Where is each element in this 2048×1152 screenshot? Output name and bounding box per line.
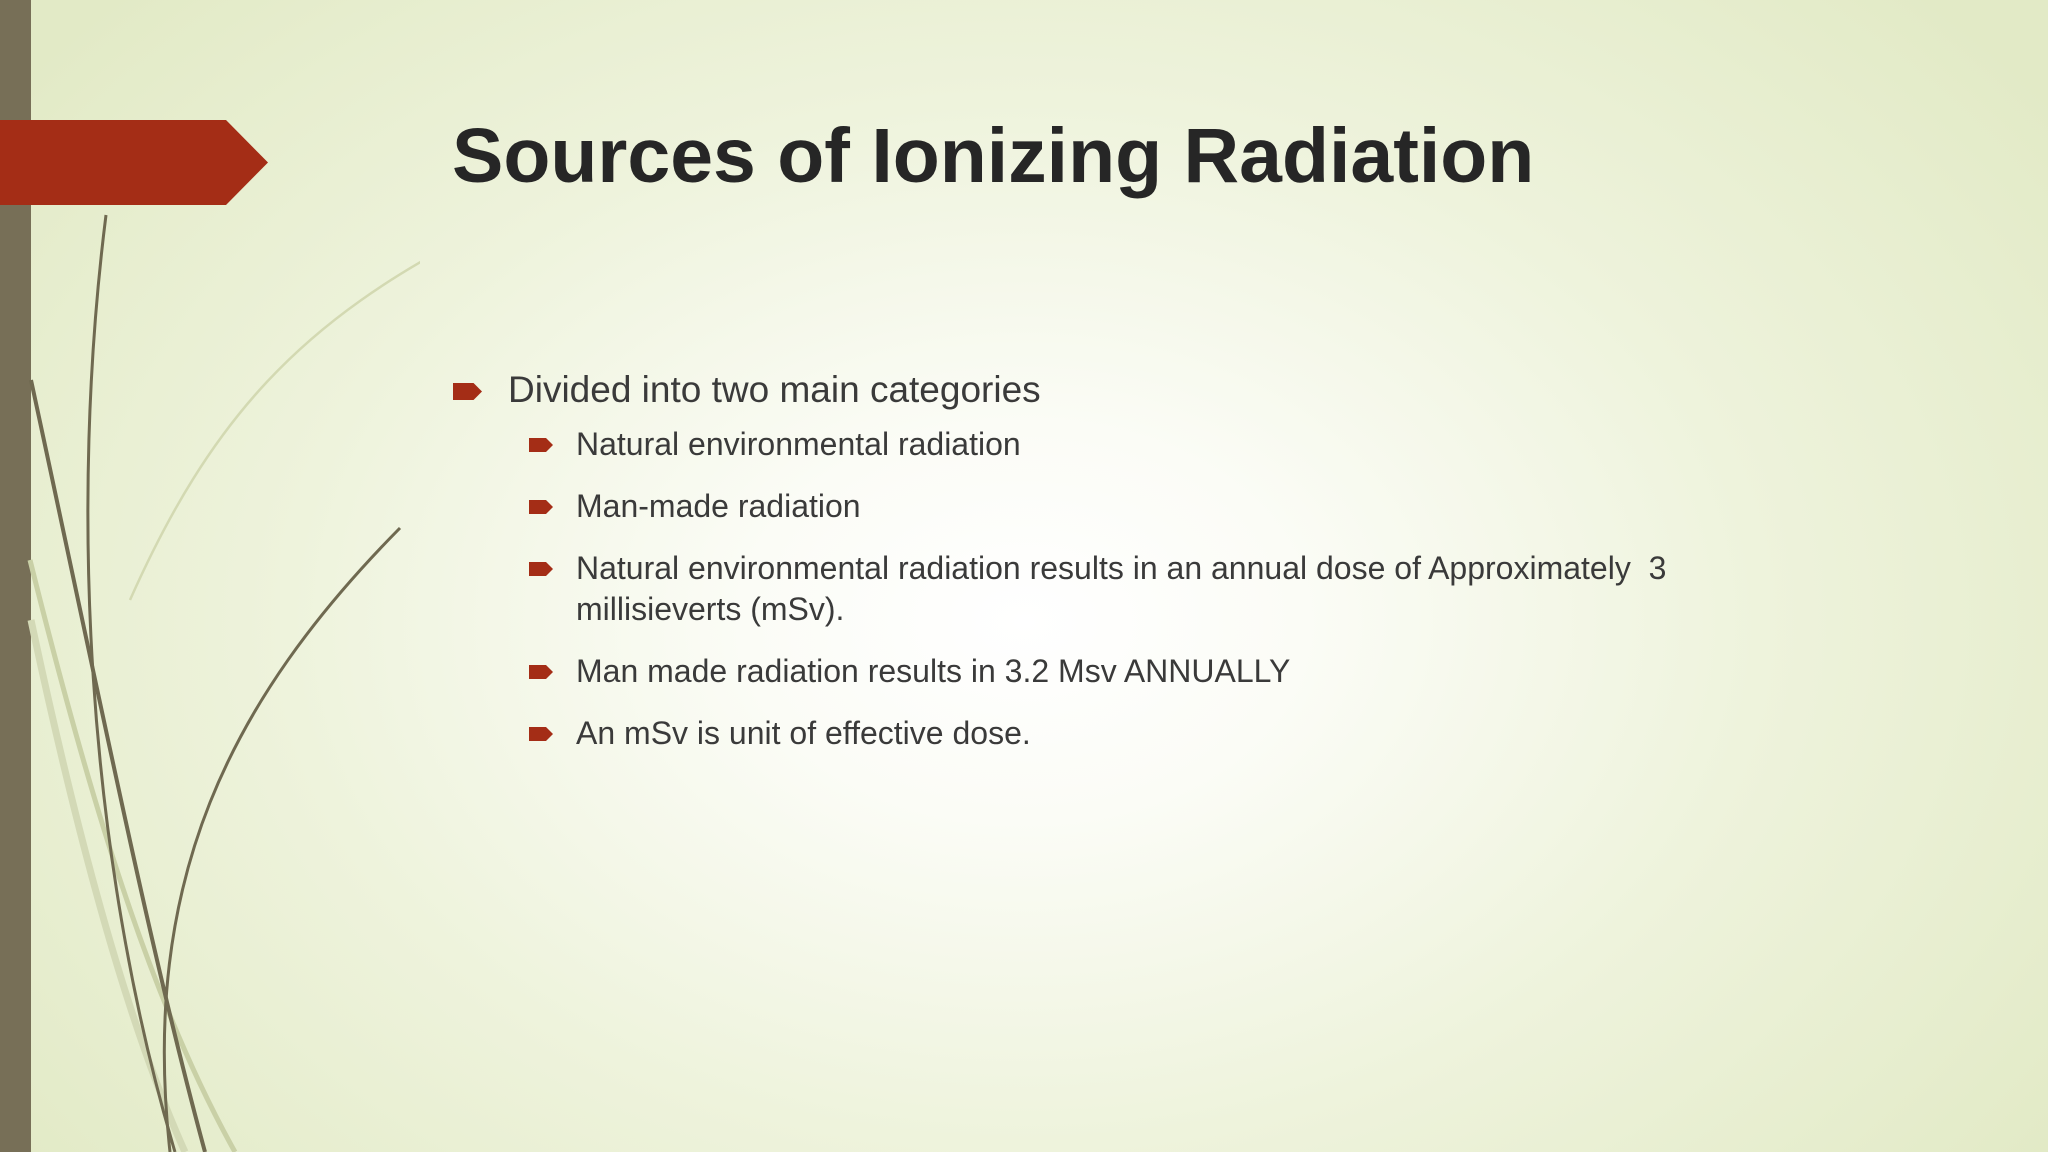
arrow-bullet-icon xyxy=(453,383,482,400)
slide-title: Sources of Ionizing Radiation xyxy=(452,113,1535,199)
arrow-banner-icon xyxy=(0,120,268,205)
sub-bullet-item xyxy=(452,651,1852,692)
sub-bullet-item xyxy=(452,424,1852,465)
arrow-bullet-icon xyxy=(529,438,553,452)
bullet-item xyxy=(452,366,1852,414)
arrow-bullet-icon xyxy=(529,665,553,679)
sub-bullet-item xyxy=(452,713,1852,754)
arrow-bullet-icon xyxy=(529,562,553,576)
sub-bullet-text: Man-made radiation xyxy=(576,488,861,524)
sub-bullet-text: An mSv is unit of effective dose. xyxy=(576,715,1031,751)
sub-bullet-item xyxy=(452,548,1756,630)
sub-bullet-text: Man made radiation results in 3.2 Msv ANNUALLY xyxy=(576,653,1291,689)
sub-bullet-text: Natural environmental radiation xyxy=(576,426,1021,462)
sub-bullet-item xyxy=(452,486,1852,527)
arrow-bullet-icon xyxy=(529,500,553,514)
sub-bullet-text: Natural environmental radiation results in an annual dose of Approximately 3 millisieverts (mSv). xyxy=(576,550,1676,627)
bullet-text: Divided into two main categories xyxy=(508,369,1041,410)
slide-content xyxy=(452,366,1852,775)
arrow-bullet-icon xyxy=(529,727,553,741)
